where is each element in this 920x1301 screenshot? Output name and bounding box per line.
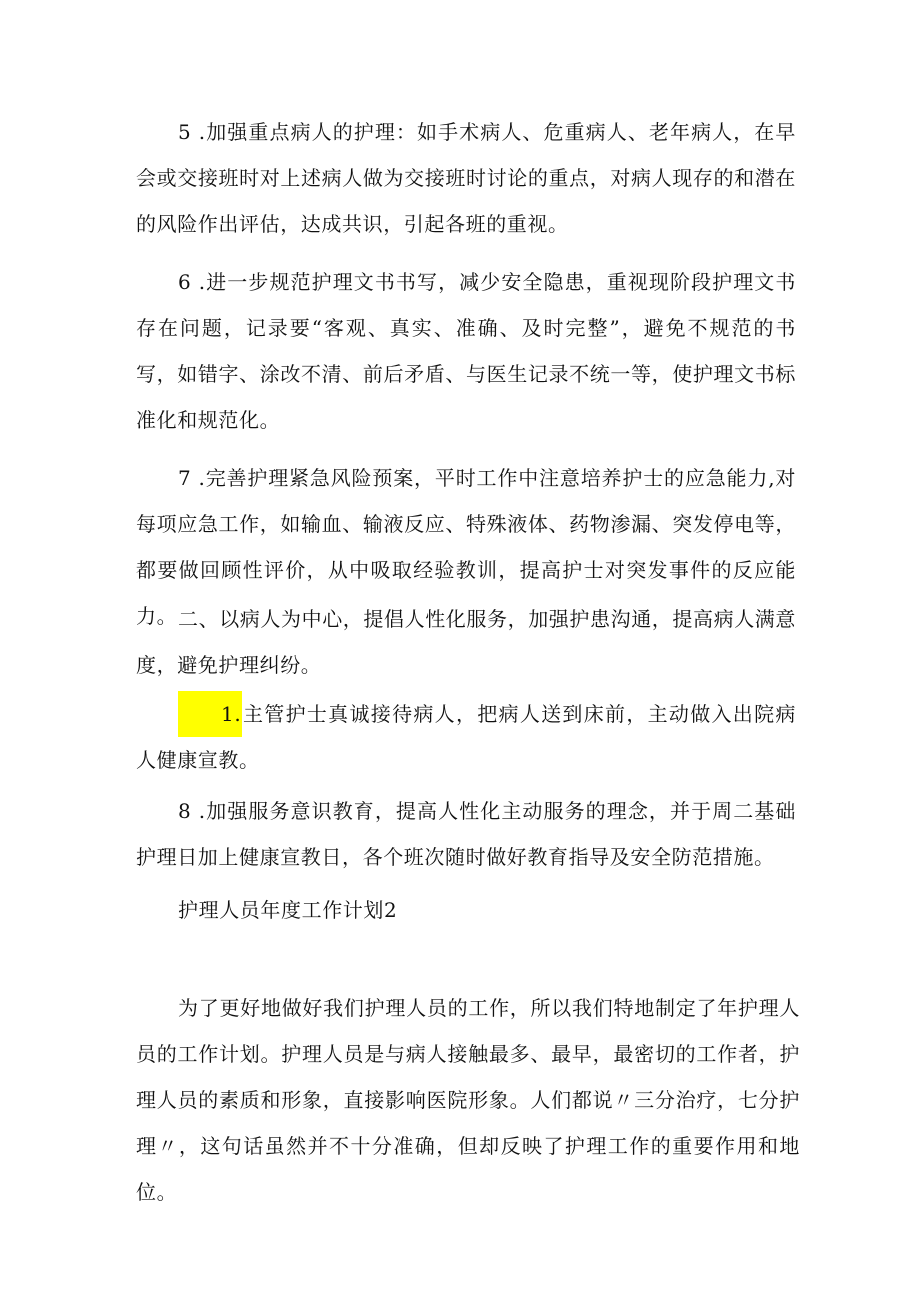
- section-title: 护理人员年度工作计划2: [178, 898, 398, 922]
- paragraph-item-7: 7 .完善护理紧急风险预案，平时工作中注意培养护士的应急能力,对每项应急工作，如输血、输液反应、特殊液体、药物渗漏、突发停电等，都要做回顾性评价，从中吸取经验教训，提高护士对突发事件的反应能力。: [136, 466, 796, 628]
- section-heading-2: 二、以病人为中心，提倡人性化服务，加强护患沟通，提高病人满意度，避免护理纠纷。: [136, 607, 796, 677]
- highlighted-number: 1.: [178, 691, 242, 737]
- paragraph-item-5: 5 .加强重点病人的护理：如手术病人、危重病人、老年病人，在早会或交接班时对上述病人做为交接班时讨论的重点，对病人现存的和潜在的风险作出评估，达成共识，引起各班的重视。: [136, 120, 796, 236]
- paragraph-item-1: [136, 691, 796, 783]
- paragraph-item-8: 8 .加强服务意识教育，提高人性化主动服务的理念，并于周二基础护理日加上健康宣教日，各个班次随时做好教育指导及安全防范措施。: [136, 799, 796, 869]
- intro-paragraph: 为了更好地做好我们护理人员的工作，所以我们特地制定了年护理人员的工作计划。护理人员是与病人接触最多、最早，最密切的工作者，护理人员的素质和形象，直接影响医院形象。人们都说〃三分治疗，七分护理〃，这句话虽然并不十分准确，但却反映了护理工作的重要作用和地位。: [136, 996, 800, 1204]
- paragraph-item-1-text: 主管护士真诚接待病人，把病人送到床前，主动做入出院病人健康宣教。: [136, 702, 796, 772]
- paragraph-item-6: 6 .进一步规范护理文书书写，减少安全隐患，重视现阶段护理文书存在问题，记录要“客观、真实、准确、及时完整”，避免不规范的书写，如错字、涂改不清、前后矛盾、与医生记录不统一等，使护理文书标准化和规范化。: [136, 270, 796, 432]
